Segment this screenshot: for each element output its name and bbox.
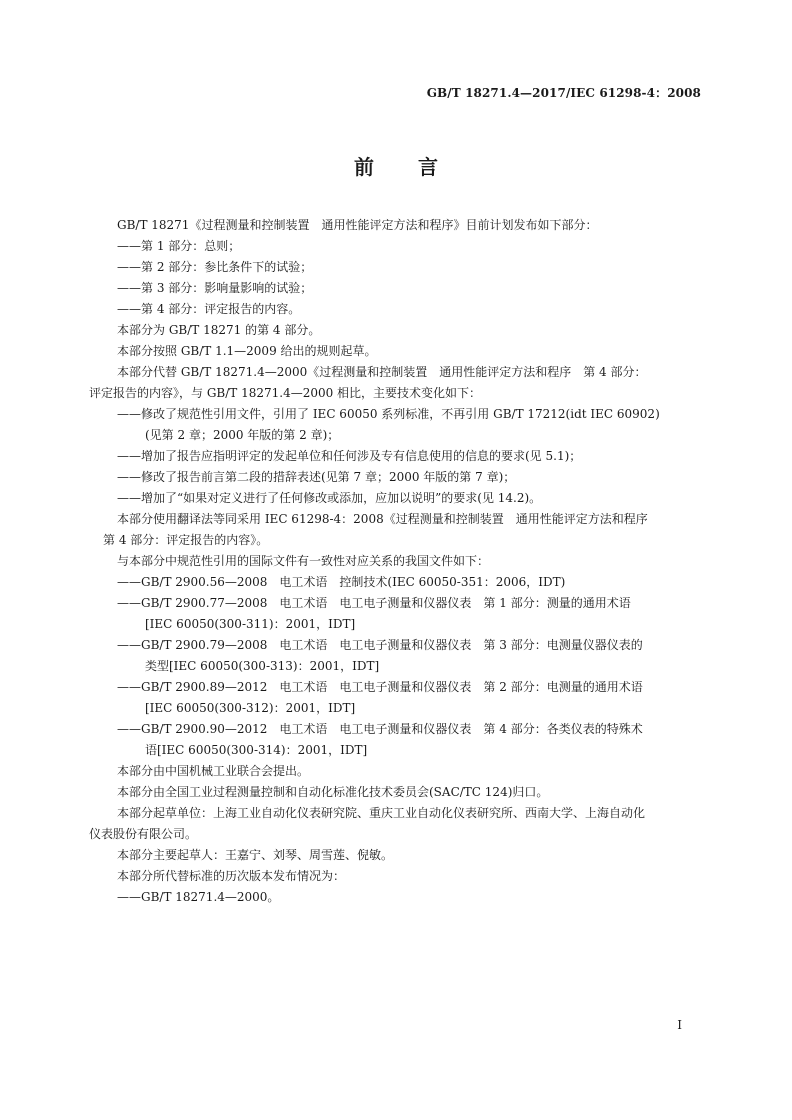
list-item-continuation: [IEC 60050(300-311)：2001，IDT] [145,617,356,631]
list-item: ——第 1 部分：总则； [117,239,241,253]
list-item: ——GB/T 18271.4—2000。 [117,890,280,904]
list-item: ——GB/T 2900.90—2012 电工术语 电工电子测量和仪器仪表 第 4 部分：各类仪表的特殊术 [117,722,643,736]
list-item: ——增加了“如果对定义进行了任何修改或添加，应加以说明”的要求(见 14.2)。 [117,491,542,505]
list-item: ——GB/T 2900.77—2008 电工术语 电工电子测量和仪器仪表 第 1 部分：测量的通用术语 [117,596,631,610]
page-number: I [677,1018,682,1032]
text-line: 本部分为 GB/T 18271 的第 4 部分。 [117,323,321,337]
text-line: 本部分由中国机械工业联合会提出。 [117,764,310,778]
text-line: 本部分由全国工业过程测量控制和自动化标准化技术委员会(SAC/TC 124)归口。 [117,785,549,799]
text-line: 本部分所代替标准的历次版本发布情况为： [117,869,346,883]
list-item: ——第 3 部分：影响量影响的试验； [117,281,313,295]
list-item: ——GB/T 2900.56—2008 电工术语 控制技术(IEC 60050-351：2006，IDT) [117,575,566,589]
text-line: 本部分代替 GB/T 18271.4—2000《过程测量和控制装置 通用性能评定方法和程序 第 4 部分： [117,365,647,379]
text-line: 评定报告的内容》，与 GB/T 18271.4—2000 相比，主要技术变化如下： [89,386,482,400]
list-item: ——GB/T 2900.89—2012 电工术语 电工电子测量和仪器仪表 第 2 部分：电测量的通用术语 [117,680,643,694]
foreword-body [89,215,703,908]
list-item: ——第 4 部分：评定报告的内容。 [117,302,301,316]
standard-number-header: GB/T 18271.4—2017/IEC 61298-4：2008 [426,86,701,100]
text-line: 第 4 部分：评定报告的内容》。 [103,533,269,547]
text-line: GB/T 18271《过程测量和控制装置 通用性能评定方法和程序》目前计划发布如下部分： [117,218,598,232]
list-item-continuation: (见第 2 章；2000 年版的第 2 章)； [145,428,340,442]
text-line: 本部分使用翻译法等同采用 IEC 61298-4：2008《过程测量和控制装置 通用性能评定方法和程序 [117,512,648,526]
text-line: 仪表股份有限公司。 [89,827,198,841]
text-line: 与本部分中规范性引用的国际文件有一致性对应关系的我国文件如下： [117,554,490,568]
list-item: ——修改了规范性引用文件，引用了 IEC 60050 系列标准，不再引用 GB/T 17212(idt IEC 60902) [117,407,660,421]
text-line: 本部分主要起草人：王嘉宁、刘琴、周雪莲、倪敏。 [117,848,394,862]
list-item: ——第 2 部分：参比条件下的试验； [117,260,313,274]
list-item-continuation: 类型[IEC 60050(300-313)：2001，IDT] [145,659,380,673]
list-item: ——增加了报告应指明评定的发起单位和任何涉及专有信息使用的信息的要求(见 5.1)； [117,449,582,463]
list-item-continuation: [IEC 60050(300-312)：2001，IDT] [145,701,356,715]
list-item-continuation: 语[IEC 60050(300-314)：2001，IDT] [145,743,368,757]
text-line: 本部分起草单位：上海工业自动化仪表研究院、重庆工业自动化仪表研究所、西南大学、上海自动化 [117,806,646,820]
list-item: ——修改了报告前言第二段的措辞表述(见第 7 章；2000 年版的第 7 章)； [117,470,516,484]
list-item: ——GB/T 2900.79—2008 电工术语 电工电子测量和仪器仪表 第 3 部分：电测量仪器仪表的 [117,638,643,652]
page-title: 前言 [354,155,482,179]
text-line: 本部分按照 GB/T 1.1—2009 给出的规则起草。 [117,344,377,358]
